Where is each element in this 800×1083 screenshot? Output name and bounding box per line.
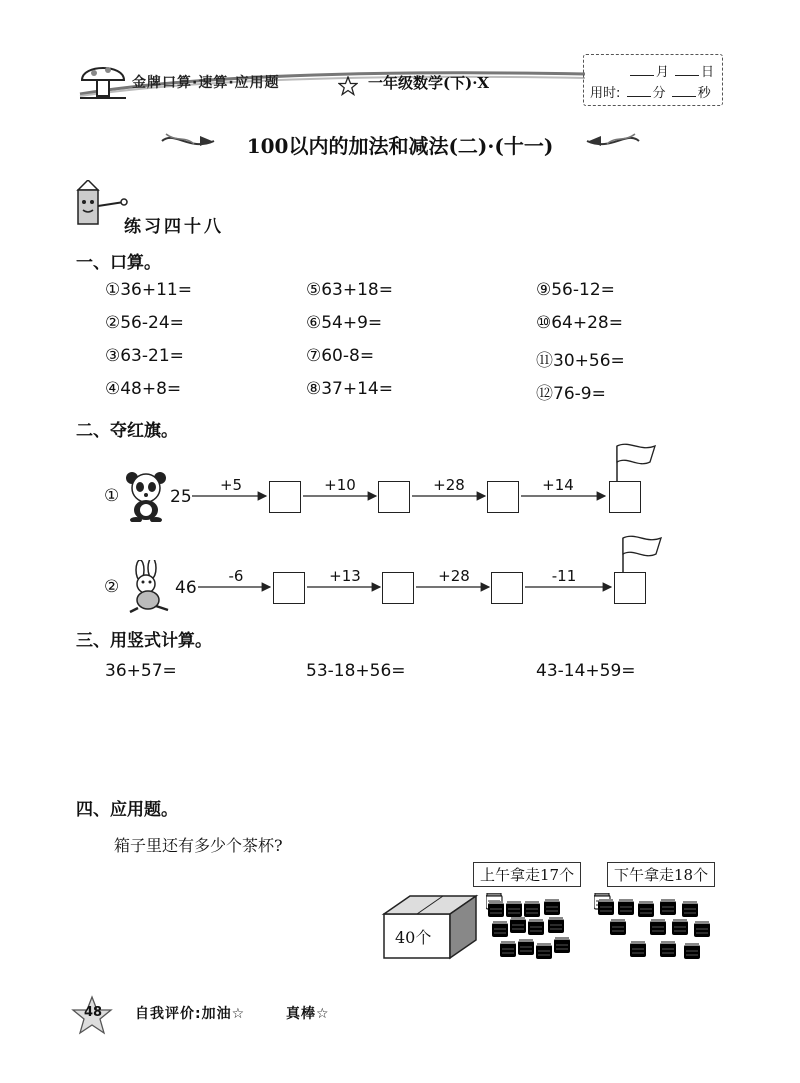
oral-item: ①36+11= [105,280,192,300]
section1-title: 一、口算。 [76,253,161,273]
afternoon-label: 下午拿走18个 [607,862,715,887]
flag-row1-op: +5 [219,476,243,494]
time-used-line: 用时: 分 秒 [590,86,711,101]
section3-title: 三、用竖式计算。 [76,631,212,651]
series-title: 金牌口算·速算·应用题 [132,75,280,91]
self-evaluation: 自我评价:加油☆ [135,1006,246,1022]
oral-item: ⑦60-8= [306,346,375,366]
morning-label: 上午拿走17个 [473,862,581,887]
vertical-calc-item: 43-14+59= [536,661,636,681]
page-number: 48 [84,1005,103,1020]
evaluation-great: 真棒☆ [286,1006,330,1022]
box-count-label: 40个 [395,928,432,947]
section4-title: 四、应用题。 [76,800,178,820]
flag-row1-op: +14 [542,476,574,494]
flag-row2-op: +13 [329,567,361,585]
oral-item: ⑥54+9= [306,313,383,333]
flag-row1-start: 25 [170,487,192,507]
oral-item: ③63-21= [105,346,184,366]
oral-item: ⑪30+56= [536,351,625,371]
date-line: 月 日 [628,61,714,80]
answer-box[interactable] [273,572,305,604]
oral-item: ⑧37+14= [306,379,393,399]
flag-row2-number: ② [104,577,120,597]
word-problem-question: 箱子里还有多少个茶杯? [114,836,283,855]
oral-item: ④48+8= [105,379,182,399]
flag-row2-op: +28 [438,567,470,585]
flag-row1-op: +28 [433,476,465,494]
answer-box[interactable] [382,572,414,604]
flag-row2-start: 46 [175,578,197,598]
grade-title: 一年级数学(下)·X [368,74,490,92]
flag-row2-op: -6 [228,567,244,585]
flag-row1-number: ① [104,486,120,506]
practice-title: 练习四十八 [124,217,224,237]
oral-item: ⑨56-12= [536,280,615,300]
vertical-calc-item: 36+57= [105,661,177,681]
flag-row1-op: +10 [324,476,356,494]
cups-group-morning-icon [486,893,576,965]
answer-box[interactable] [491,572,523,604]
oral-item: ⑫76-9= [536,384,606,404]
oral-item: ⑩64+28= [536,313,623,333]
flag-row2-op: -11 [551,567,577,585]
oral-item: ②56-24= [105,313,184,333]
flag-answer-box[interactable] [614,572,646,604]
cups-group-afternoon-icon [594,893,716,965]
vertical-calc-item: 53-18+56= [306,661,406,681]
section2-title: 二、夺红旗。 [76,421,178,441]
oral-item: ⑤63+18= [306,280,393,300]
page-title: 100以内的加法和减法(二)·(十一) [246,134,554,158]
